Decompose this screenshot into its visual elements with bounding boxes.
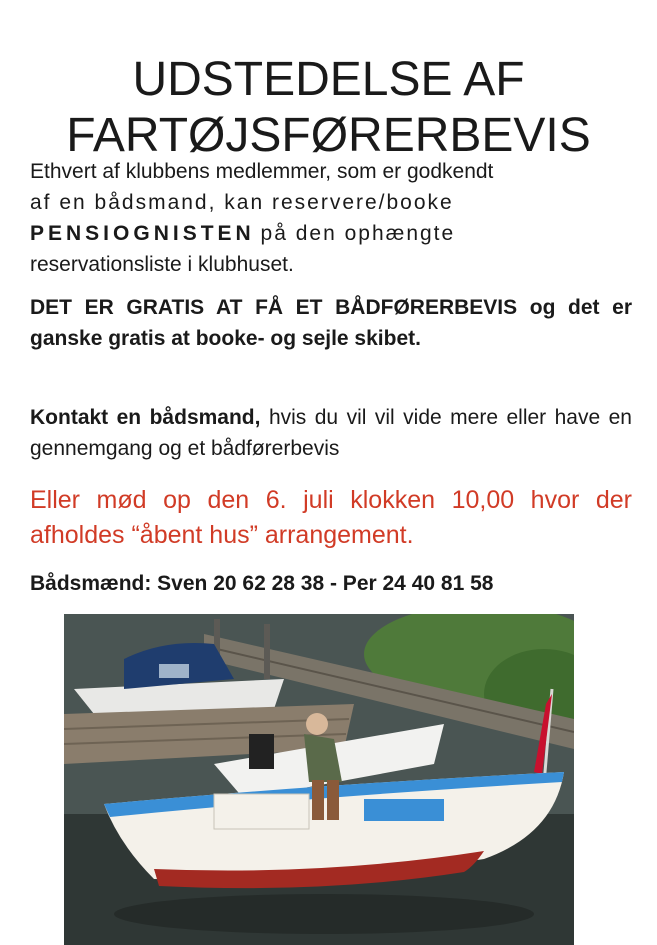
title-line-2: FARTØJSFØRERBEVIS — [66, 109, 591, 163]
intro-line-4: reservationsliste i klubhuset. — [30, 253, 294, 276]
contacts-line: Bådsmænd: Sven 20 62 28 38 - Per 24 40 81 58 — [30, 572, 494, 595]
contact-paragraph — [30, 402, 632, 464]
page-title — [0, 52, 657, 164]
boat-photo — [64, 614, 574, 945]
intro-paragraph — [30, 156, 632, 280]
free-license-paragraph: DET ER GRATIS AT FÅ ET BÅDFØRERBEVIS og det er ganske gratis at booke- og sejle skibet. — [30, 296, 632, 350]
boat-photo-illustration — [64, 614, 574, 945]
boat-name: PENSIOGNISTEN — [30, 222, 255, 245]
intro-line-3: på den ophængte — [260, 222, 456, 245]
contact-rest: hvis du vil vil vide mere eller have en gennemgang og et bådførerbevis — [30, 406, 632, 460]
main-boat-seat — [364, 799, 444, 821]
open-house-paragraph: Eller mød op den 6. juli klokken 10,00 hvor der afholdes “åbent hus” arrangement. — [30, 486, 632, 549]
person-head — [306, 713, 328, 735]
intro-line-2: af en bådsmand, kan reservere/booke — [30, 191, 454, 214]
intro-line-1: Ethvert af klubbens medlemmer, som er godkendt — [30, 160, 494, 183]
title-line-1: UDSTEDELSE AF — [132, 53, 525, 107]
contact-bold: Kontakt en bådsmand, — [30, 406, 261, 429]
outboard-motor — [249, 734, 274, 769]
reflection — [114, 894, 534, 934]
